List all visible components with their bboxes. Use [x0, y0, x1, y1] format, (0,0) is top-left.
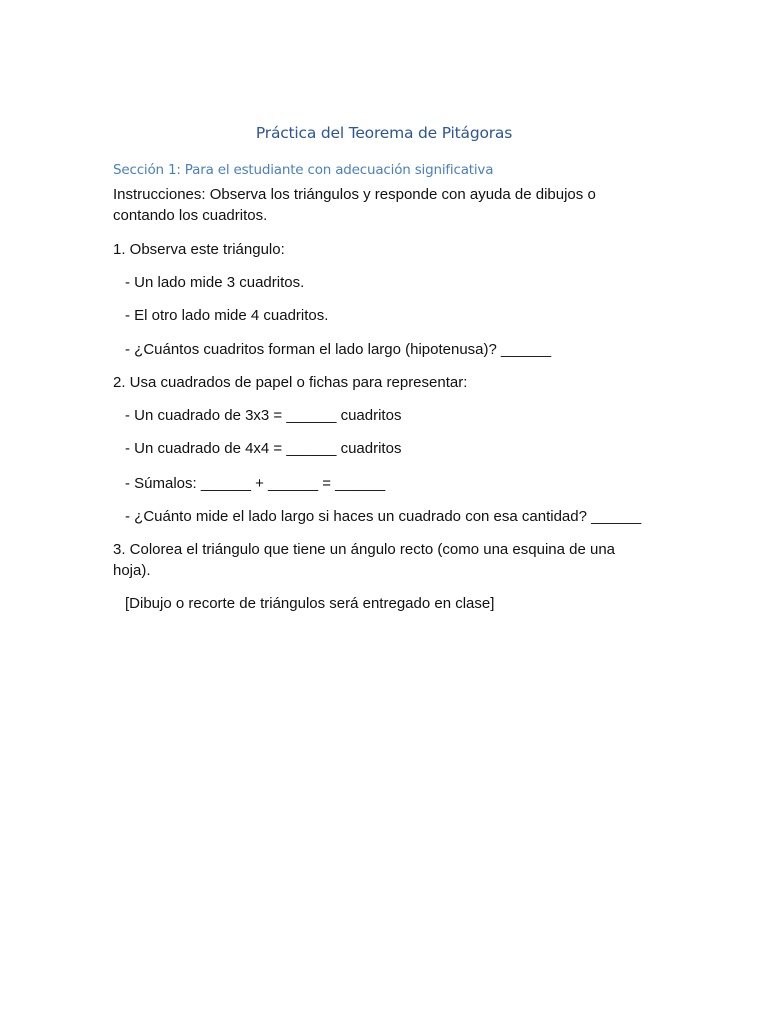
section-heading: Sección 1: Para el estudiante con adecuación significativa [113, 162, 494, 178]
question-1-prompt: 1. Observa este triángulo: [113, 241, 285, 258]
question-3-note: [Dibujo o recorte de triángulos será entregado en clase] [125, 595, 495, 612]
document-title: Práctica del Teorema de Pitágoras [255, 124, 513, 142]
question-2-prompt: 2. Usa cuadrados de papel o fichas para representar: [113, 374, 468, 391]
question-2-line-3: - Súmalos: ______ + ______ = ______ [125, 475, 386, 492]
question-2-line-4: - ¿Cuánto mide el lado largo si haces un cuadrado con esa cantidad? ______ [125, 508, 642, 525]
instructions-text: Instrucciones: Observa los triángulos y responde con ayuda de dibujos o contando los cuadritos. [113, 186, 596, 224]
question-2-line-2: - Un cuadrado de 4x4 = ______ cuadritos [125, 440, 402, 457]
question-1-line-1: - Un lado mide 3 cuadritos. [125, 274, 305, 291]
question-1-line-3: - ¿Cuántos cuadritos forman el lado largo (hipotenusa)? ______ [125, 341, 552, 358]
question-3-prompt: 3. Colorea el triángulo que tiene un ángulo recto (como una esquina de una hoja). [113, 541, 616, 579]
question-1-line-2: - El otro lado mide 4 cuadritos. [125, 307, 329, 324]
question-2-line-1: - Un cuadrado de 3x3 = ______ cuadritos [125, 407, 402, 424]
